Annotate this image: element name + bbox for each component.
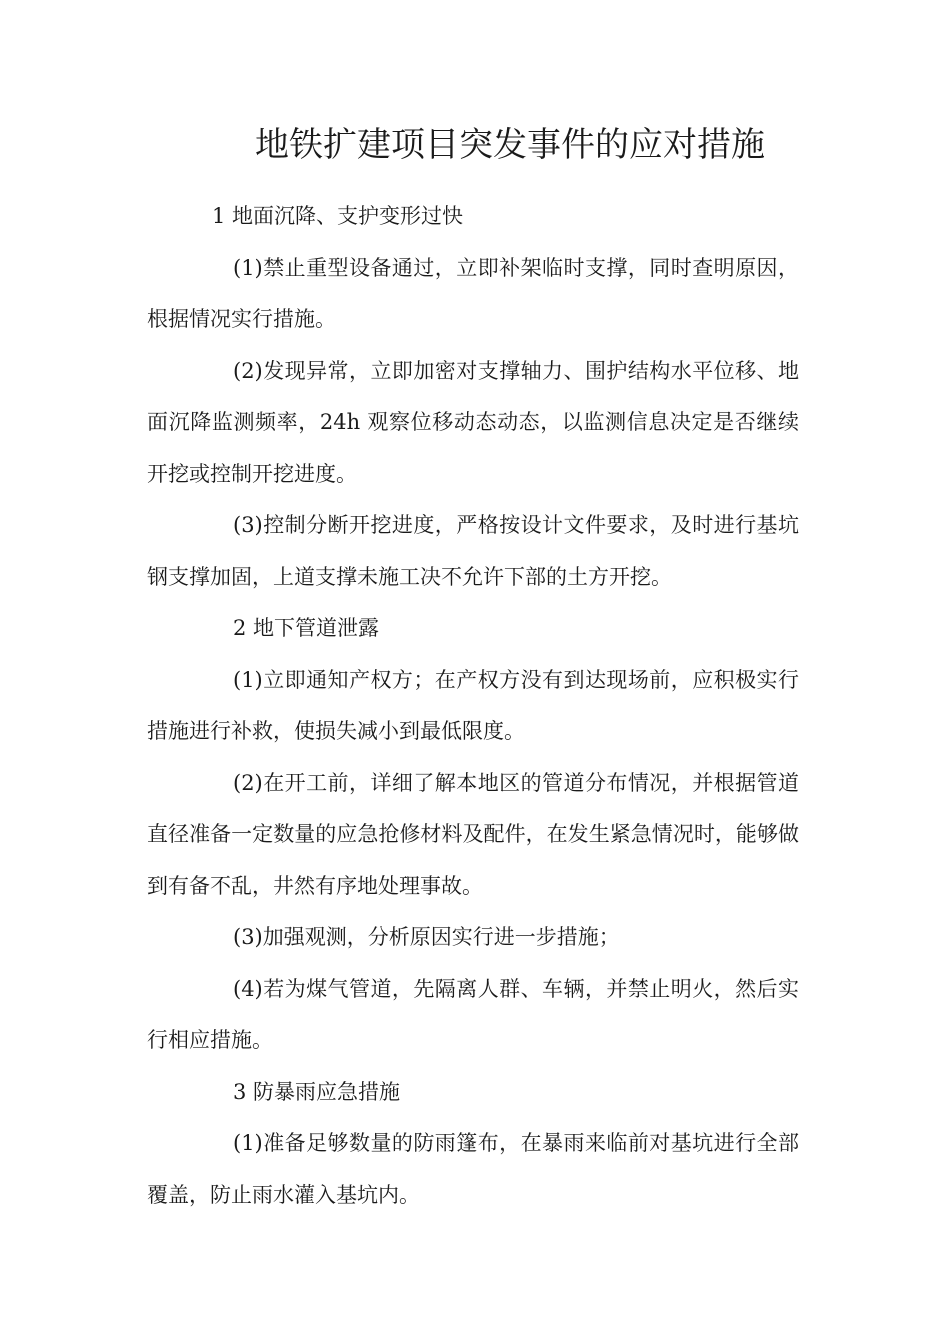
section-heading: 2 地下管道泄露 [233,616,380,640]
paragraph: (4)若为煤气管道，先隔离人群、车辆，并禁止明火，然后实行相应措施。 [147,976,799,1052]
paragraph: (3)加强观测，分析原因实行进一步措施； [233,925,620,949]
paragraph: (1)禁止重型设备通过，立即补架临时支撑，同时查明原因，根据情况实行措施。 [147,255,799,331]
paragraph: (1)准备足够数量的防雨篷布，在暴雨来临前对基坑进行全部覆盖，防止雨水灌入基坑内。 [147,1131,799,1207]
document-body [147,191,799,1221]
document-title: 地铁扩建项目突发事件的应对措施 [255,125,765,165]
paragraph: (2)在开工前，详细了解本地区的管道分布情况，并根据管道直径准备一定数量的应急抢修材料及配件，在发生紧急情况时，能够做到有备不乱，井然有序地处理事故。 [147,770,799,898]
paragraph: (1)立即通知产权方；在产权方没有到达现场前，应积极实行措施进行补救，使损失减小到最低限度。 [147,667,799,743]
paragraph: (2)发现异常，立即加密对支撑轴力、围护结构水平位移、地面沉降监测频率，24h 观察位移动态动态，以监测信息决定是否继续开挖或控制开挖进度。 [147,358,799,486]
section-heading: 3 防暴雨应急措施 [233,1079,401,1104]
paragraph: (3)控制分断开挖进度，严格按设计文件要求，及时进行基坑钢支撑加固，上道支撑未施工决不允许下部的土方开挖。 [147,513,799,589]
section-heading: 1 地面沉降、支护变形过快 [212,204,464,228]
